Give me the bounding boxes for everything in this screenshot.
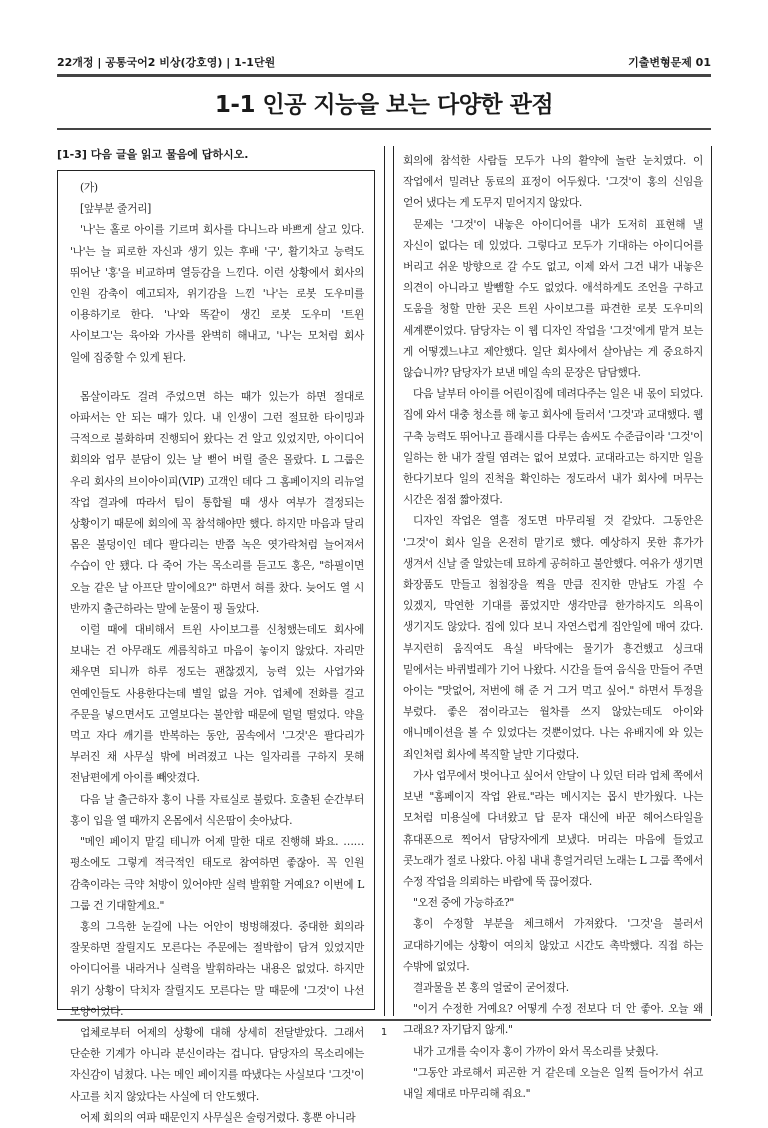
- passage-paragraph: 결과물을 본 홍의 얼굴이 굳어졌다.: [413, 980, 569, 994]
- passage-paragraph: "오전 중에 가능하죠?": [413, 896, 515, 910]
- passage-label: (가): [80, 181, 98, 194]
- story-summary: '나'는 홀로 아이를 기르며 회사를 다니느라 바쁘게 살고 있다. '나'는 늘 피로한 자신과 생기 있는 후배 '구', 활기차고 능력도 뛰어난 '홍'을 비교하며 열등감을 느낀다. 이런 상황에서 회사의 인원 감축이 예고되자, 위기감을 느낀 '나'는 로봇 도우미를 이용하기로 한다. '나'와 똑같이 생긴 로봇 도우미 '트윈 사이보그'는 육아와 가사를 완벽히 해내고, '나'는 모처럼 회사 일에 집중할 수 있게 된다.: [70, 223, 364, 364]
- passage-paragraph: 내가 고개를 숙이자 홍이 가까이 와서 목소리를 낮췄다.: [413, 1044, 659, 1058]
- passage-paragraph: 회의에 참석한 사람들 모두가 나의 활약에 놀란 눈치였다. 이 작업에서 밀려난 동료의 표정이 어두웠다. '그것'이 홍의 신임을 얻어 냈다는 게 도무지 믿어지지 않았다.: [403, 154, 703, 210]
- passage-box: [57, 170, 375, 1124]
- paragraph-gap: [70, 368, 364, 386]
- page-number: 1: [380, 1027, 388, 1038]
- passage-paragraph: 다음 날부터 아이를 어린이집에 데려다주는 일은 내 몫이 되었다. 집에 와서 대충 청소를 해 놓고 회사에 들러서 '그것'과 교대했다. 웹 구축 능력도 뛰어나고 플래시를 다루는 솜씨도 수준급이라 '그것'이 일하는 한 내가 잘릴 염려는 없어 보였다. 교대라고는 하지만 일을 한다기보다 일의 진척을 확인하는 정도라서 내가 회사에 머무는 시간은 점점 짧아졌다.: [403, 387, 703, 507]
- summary-label: [앞부분 줄거리]: [80, 202, 151, 216]
- page-title: 1-1 인공 지능을 보는 다양한 관점: [214, 92, 554, 118]
- page-header: [57, 50, 711, 74]
- passage-paragraph: 홍의 그윽한 눈길에 나는 어안이 벙벙해졌다. 중대한 회의라 잘못하면 잘릴지도 모른다는 주문에는 절박함이 담겨 있었지만 아이디어를 내라거나 실력을 발휘하라는 내용은 없었다. 하지만 위기 상황이 닥치자 잘릴지도 모른다는 말 때문에 '그것'이 나선 모양이었다.: [70, 919, 364, 1018]
- title-rule: [57, 128, 711, 130]
- passage-paragraph: "그동안 과로해서 피곤한 거 같은데 오늘은 일찍 들어가서 쉬고 내일 제대로 마무리해 줘요.": [403, 1065, 703, 1100]
- passage-paragraph: "이거 수정한 거예요? 어떻게 수정 전보다 더 안 좋아. 오늘 왜 그래요? 자기답지 않게.": [403, 1002, 703, 1037]
- left-column-top: [57, 142, 375, 162]
- course-info: 22개정 | 공통국어2 비상(강호영) | 1-1단원: [57, 56, 276, 69]
- worksheet-label: 기출변형문제 01: [628, 56, 711, 69]
- passage-paragraph: 업체로부터 어제의 상황에 대해 상세히 전달받았다. 그래서 단순한 기계가 아니라 분신이라는 겁니다. 담당자의 목소리에는 자신감이 넘쳤다. 나는 메인 페이지를 따냈다는 사실보다 '그것'이 사고를 치지 않았다는 사실에 더 안도했다.: [70, 1025, 364, 1103]
- passage-paragraph: 다음 날 출근하자 홍이 나를 자료실로 불렀다. 호출된 순간부터 홍이 입을 열 때까지 온몸에서 식은땀이 솟아났다.: [70, 792, 364, 827]
- right-box-right-border: [711, 146, 712, 1016]
- passage-paragraph: 디자인 작업은 열흘 정도면 마무리될 것 같았다. 그동안은 '그것'이 회사 일을 온전히 맡기로 했다. 예상하지 못한 휴가가 생겨서 신날 줄 알았는데 묘하게 공허하고 불안했다. 여유가 생기면 화장품도 만들고 첨첨장을 찍을 만큼 진지한 만남도 가질 수 있겠지, 막연한 기대를 품었지만 생각만큼 한가하지도 의욕이 생기지도 않았다. 집에 있다 보니 자연스럽게 집안일에 매여 갔다. 부지런히 움직여도 욕실 바닥에는 물기가 흥건했고 싱크대 밑에서는 바퀴벌레가 기어 나왔다. 시간을 들여 음식을 만들어 주면 아이는 "맛없어, 저번에 해 준 거 그거 먹고 싶어." 하면서 투정을 부렸다. 좋은 점이라고는 월차를 쓰지 않았는데도 아이와 애니메이션을 볼 수 있었다는 것뿐이었다. 나는 유배지에 와 있는 죄인처럼 회사에 복직할 날만 기다렸다.: [403, 514, 703, 761]
- passage-paragraph: 문제는 '그것'이 내놓은 아이디어를 내가 도저히 표현해 낼 자신이 없다는 데 있었다. 그렇다고 모두가 기대하는 아이디어를 버리고 쉬운 방향으로 갈 수도 없고, 이제 와서 그건 내가 내놓은 의견이 아니라고 발뺌할 수도 없었다. 애석하게도 조언을 구하고 도움을 청할 만한 곳은 트윈 사이보그를 파견한 로봇 도우미의 세계뿐이었다. 담당자는 이 웹 디자인 작업을 '그것'에게 맡겨 보는 게 어떻겠느냐고 제안했다. 일단 회사에서 살아남는 게 중요하지 않습니까? 담당자가 보낸 메일 속의 문장은 담담했다.: [403, 217, 703, 380]
- header-rule: [57, 74, 711, 77]
- passage-paragraph: 홍이 수정할 부분을 체크해서 가져왔다. '그것'을 불러서 교대하기에는 상황이 여의치 않았고 시간도 촉박했다. 직접 하는 수밖에 없었다.: [403, 917, 703, 973]
- footer-rule: [57, 1019, 711, 1021]
- right-column: [393, 150, 711, 1100]
- passage-paragraph: 어제 회의의 여파 때문인지 사무실은 술렁거렸다. 홍뿐 아니라: [80, 1110, 356, 1124]
- passage-paragraph: "메인 페이지 맡길 테니까 어제 말한 대로 진행해 봐요. …… 평소에도 그렇게 적극적인 태도로 참여하면 좋잖아. 꼭 인원 감축이라는 극약 처방이 있어야만 실력 발휘할 거예요? 이번에 L 그룹 건 기대할게요.": [70, 835, 364, 912]
- column-divider: [384, 146, 385, 1016]
- passage-paragraph: 이럴 때에 대비해서 트윈 사이보그를 신청했는데도 회사에 보내는 건 아무래도 께름칙하고 마음이 놓이지 않았다. 자리만 채우면 되니까 하루 정도는 괜찮겠지, 능력 있는 사업가와 연예인들도 사용한다는데 별일 없을 거야. 업체에 전화를 걸고 주문을 넣으면서도 고열보다는 불안함 때문에 덜덜 떨었다. 약을 먹고 자다 깨기를 반복하는 동안, 꿈속에서 '그것'은 팔다리가 부러진 채 사무실 밖에 버려졌고 나는 일자리를 구하지 못해 전남편에게 아이를 빼앗겼다.: [70, 623, 364, 785]
- passage-paragraph: 가사 업무에서 벗어나고 싶어서 안달이 나 있던 터라 업체 쪽에서 보낸 "홈페이지 작업 완료."라는 메시지는 몹시 반가웠다. 나는 모처럼 미용실에 다녀왔고 답 문자 대신에 바꾼 헤어스타일을 휴대폰으로 찍어서 담당자에게 보냈다. 머리는 마음에 들었고 콧노래가 절로 나왔다. 아침 내내 흥얼거리던 노래는 L 그룹 쪽에서 수정 작업을 의뢰하는 바람에 뚝 끊어졌다.: [403, 768, 703, 888]
- question-instruction: [1-3] 다음 글을 읽고 물음에 답하시오.: [57, 148, 249, 161]
- passage-paragraph: 몸살이라도 걸려 주었으면 하는 때가 있는가 하면 절대로 아파서는 안 되는 때가 있다. 내 인생이 그런 절묘한 타이밍과 극적으로 불화하며 진행되어 왔다는 건 알고 있었지만, 아이디어 회의와 업무 분담이 있는 날 뻗어 버릴 줄은 몰랐다. L 그룹은 우리 회사의 브이아이피(VIP) 고객인 데다 그 홈페이지의 리뉴얼 작업 결과에 따라서 팀이 통합될 때 생사 여부가 결정되는 상황이기 때문에 회의에 꼭 참석해야만 했다. 하지만 마음과 달리 몸은 불덩이인 데다 팔다리는 반쯤 녹은 엿가락처럼 늘어져서 수습이 안 됐다. 다 죽어 가는 목소리를 듣고도 홍은, "하필이면 오늘 같은 날 아프단 말이에요?" 하면서 혀를 찼다. 늦어도 열 시 반까지 출근하라는 말에 눈물이 핑 돌았다.: [70, 389, 364, 615]
